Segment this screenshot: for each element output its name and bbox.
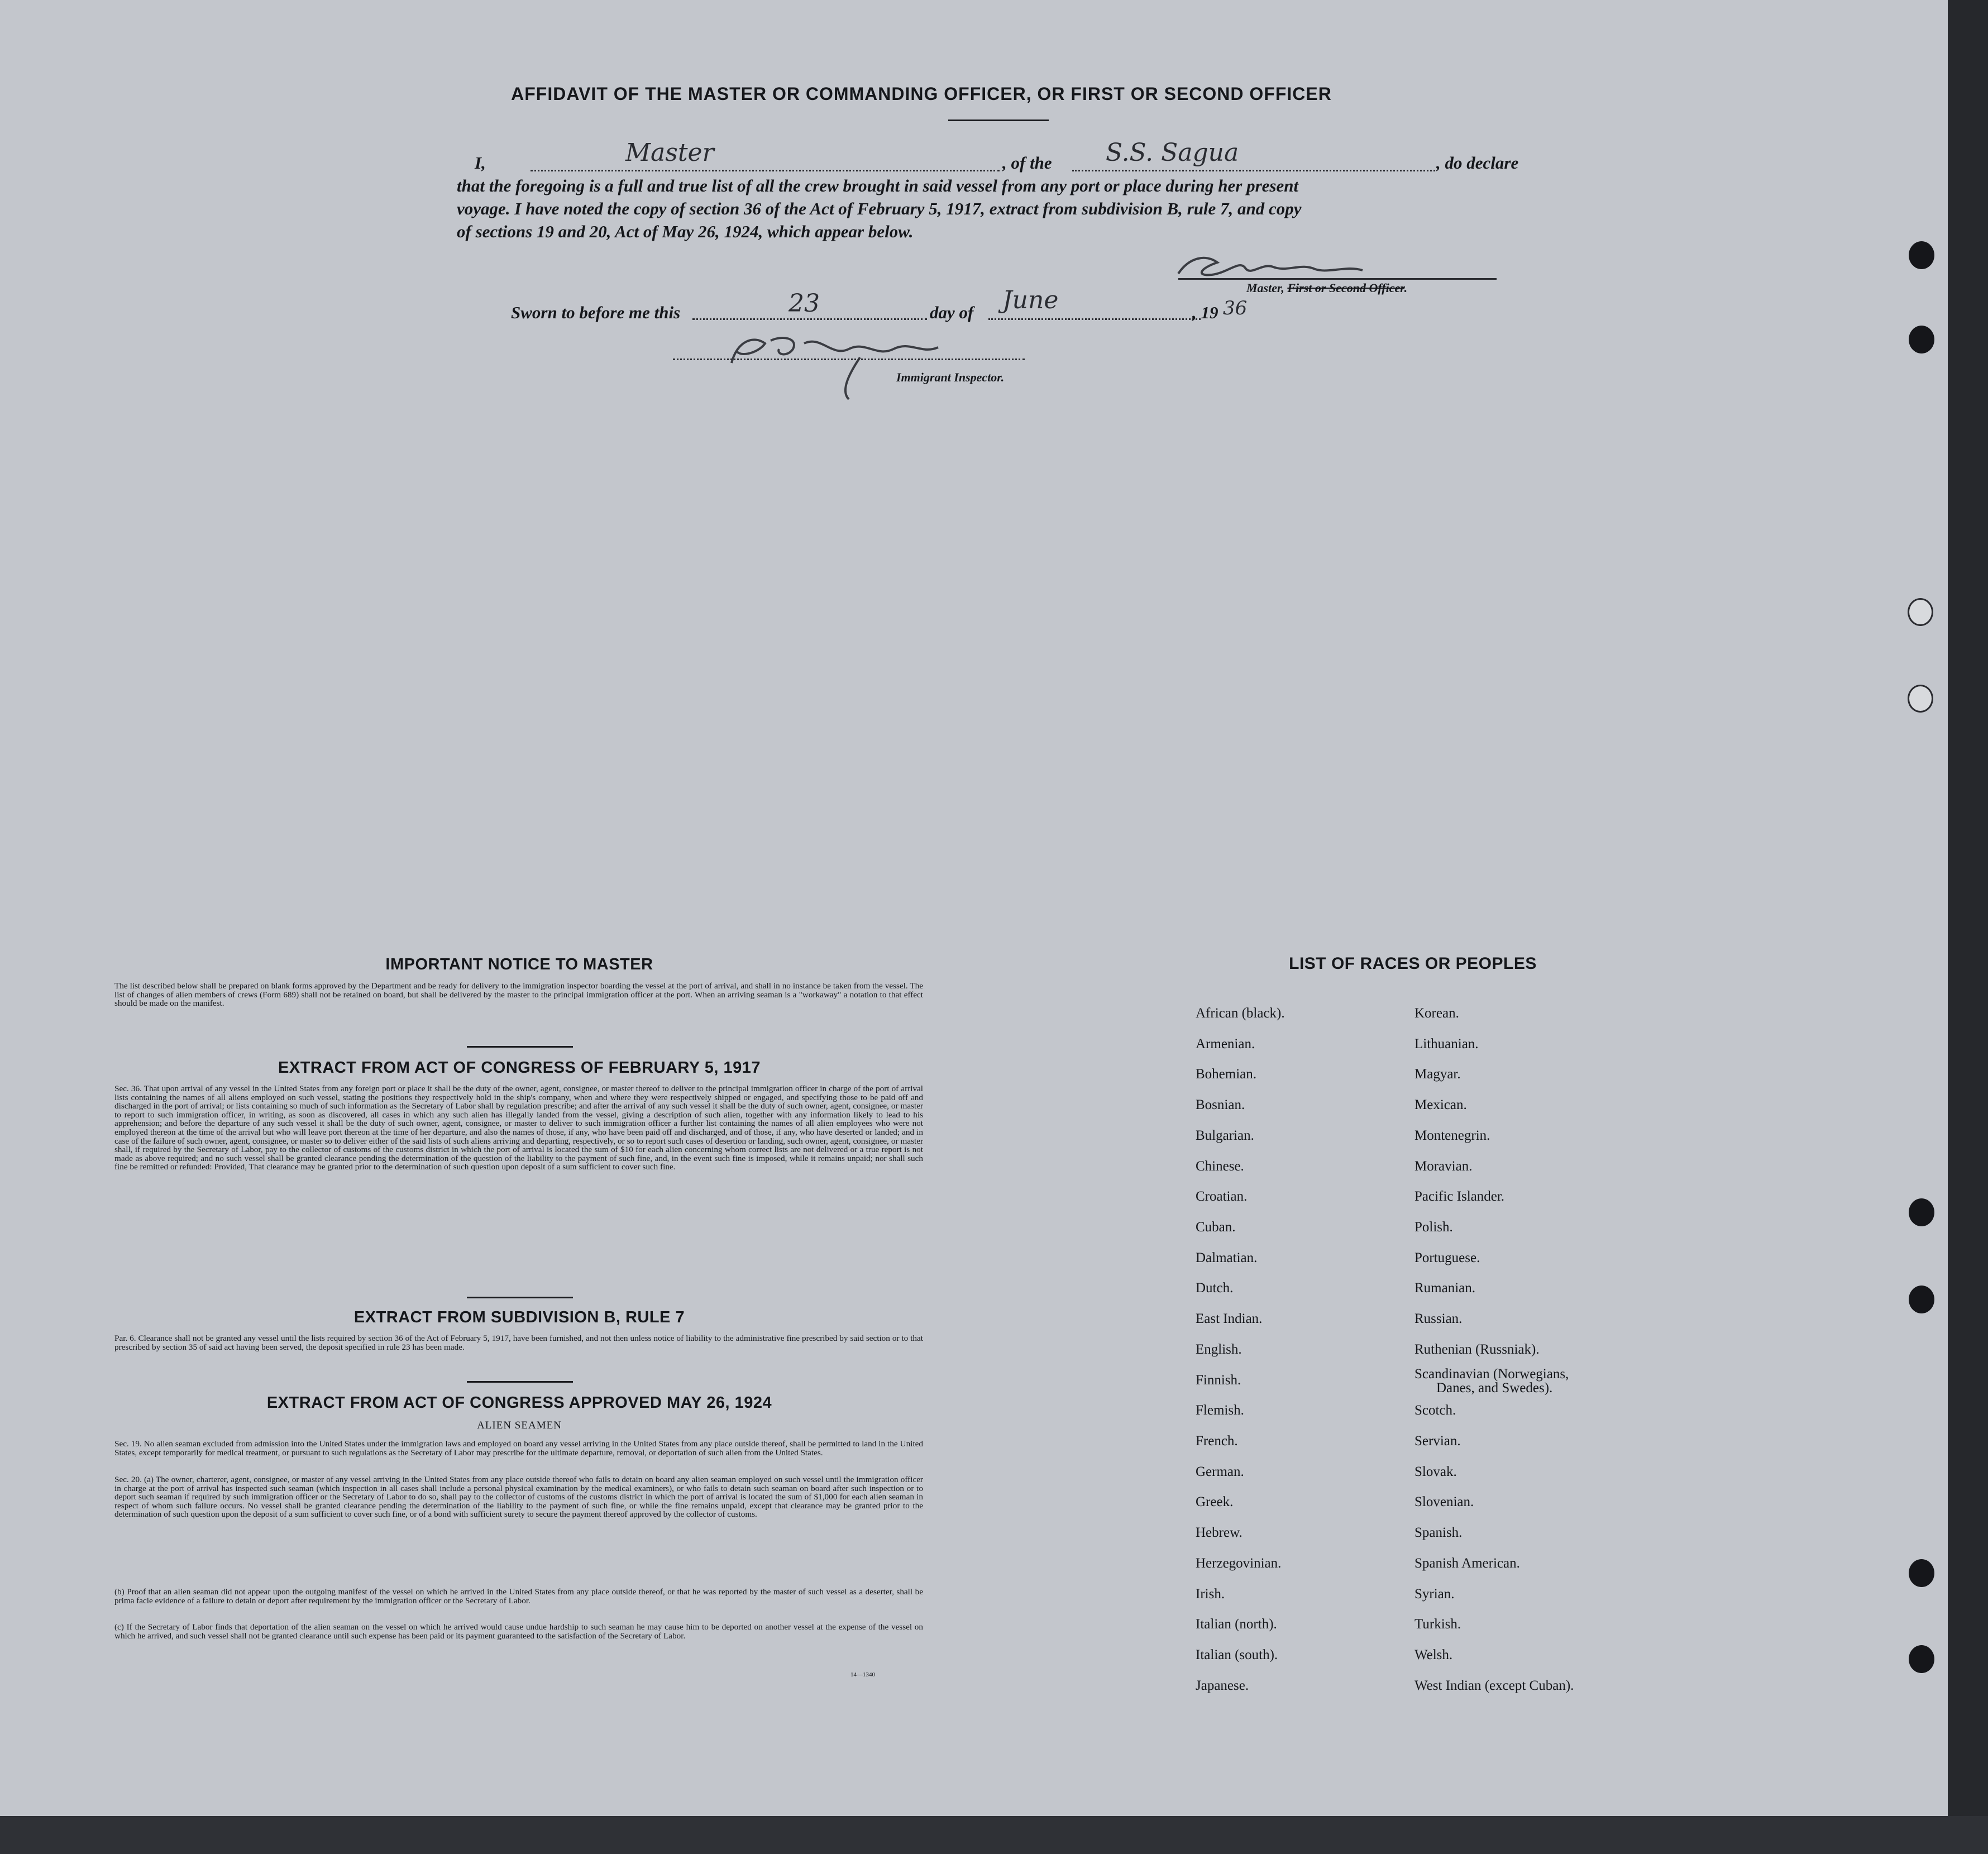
race-item: Armenian. xyxy=(1196,1036,1255,1052)
race-item: Polish. xyxy=(1414,1220,1453,1235)
race-item: English. xyxy=(1196,1342,1242,1357)
race-item: Bulgarian. xyxy=(1196,1128,1254,1143)
decl-i: I, xyxy=(475,153,486,173)
scan-edge-bottom xyxy=(0,1816,1988,1854)
day-of-text: day of xyxy=(930,303,974,322)
affidavit-title: AFFIDAVIT OF THE MASTER OR COMMANDING OFFICER, OR FIRST OR SECOND OFFICER xyxy=(511,84,1332,104)
race-item: Bohemian. xyxy=(1196,1067,1257,1082)
year-handwritten: 36 xyxy=(1223,297,1248,319)
race-item: Ruthenian (Russniak). xyxy=(1414,1342,1540,1357)
race-item: Pacific Islander. xyxy=(1414,1189,1505,1204)
race-item: Mexican. xyxy=(1414,1097,1467,1112)
vessel-handwritten: S.S. Sagua xyxy=(1106,138,1239,167)
race-item: Cuban. xyxy=(1196,1220,1236,1235)
master-caption-prefix: Master, xyxy=(1246,281,1284,295)
race-item: Spanish. xyxy=(1414,1525,1463,1540)
sec-20a-body: Sec. 20. (a) The owner, charterer, agent, consignee, or master of any vessel arriving in the United States from any place outside thereof who fails to detain on board any alien seaman employed on such vessel until the immigration officer in charge at the port of arrival has inspected such seaman (which inspection in all cases shall include a personal physical examination by the medical examiners), or who fails to detain such seaman on board after such inspection or to deport such seaman if required by such immigration officer or the Secretary of Labor to do so, shall pay to the collector of customs of the customs district in which the port of arrival is located the sum of $1,000 for each alien seaman in respect of whom such failure occurs. No vessel shall be granted clearance pending the determination of the liability to the payment of such fine, or while the fine remains unpaid, except that clearance may be granted prior to the determination of such question upon the deposit of a sum sufficient to cover such fine, or of a bond with sufficient surety to secure the payment thereof approved by the collector of customs. xyxy=(114,1475,923,1519)
extract-rule7-body: Par. 6. Clearance shall not be granted any vessel until the lists required by section 36 of the Act of February 5, 1917, have been furnished, and not then unless notice of liability to the administrative fine prescribed by said section or to that prescribed by section 35 of said act having been served, the deposit specified in rule 23 has been made. xyxy=(114,1334,923,1352)
race-item: Syrian. xyxy=(1414,1587,1455,1602)
race-item: Croatian. xyxy=(1196,1189,1248,1204)
race-item: German. xyxy=(1196,1464,1244,1479)
alien-seamen-subtitle: ALIEN SEAMEN xyxy=(477,1420,562,1431)
punch-hole xyxy=(1908,598,1933,626)
punch-hole xyxy=(1908,685,1933,713)
race-item: West Indian (except Cuban). xyxy=(1414,1678,1574,1693)
decl-line-4: of sections 19 and 20, Act of May 26, 1924, which appear below. xyxy=(457,222,914,241)
punch-hole xyxy=(1909,241,1934,269)
race-item: Welsh. xyxy=(1414,1647,1453,1662)
day-blank xyxy=(692,318,927,320)
race-item: Irish. xyxy=(1196,1587,1225,1602)
extract-1924-title: EXTRACT FROM ACT OF CONGRESS APPROVED MAY 26, 1924 xyxy=(266,1394,772,1412)
vessel-blank xyxy=(1072,170,1435,171)
race-item: Italian (south). xyxy=(1196,1647,1278,1662)
master-caption-end: . xyxy=(1404,281,1408,295)
officer-blank xyxy=(531,170,1000,171)
officer-handwritten: Master xyxy=(625,138,714,167)
inspector-caption: Immigrant Inspector. xyxy=(896,370,1005,384)
race-item: Magyar. xyxy=(1414,1067,1461,1082)
race-item: African (black). xyxy=(1196,1006,1285,1021)
race-item: Bosnian. xyxy=(1196,1097,1245,1112)
extract-rule7-title: EXTRACT FROM SUBDIVISION B, RULE 7 xyxy=(353,1308,685,1326)
inspector-signature-line xyxy=(673,359,1025,360)
section-rule xyxy=(467,1046,573,1048)
scan-edge-right xyxy=(1948,0,1988,1854)
extract-1917-title: EXTRACT FROM ACT OF CONGRESS OF FEBRUARY 5, 1917 xyxy=(278,1059,761,1077)
race-item: East Indian. xyxy=(1196,1311,1263,1326)
race-item: Servian. xyxy=(1414,1433,1461,1449)
notice-body: The list described below shall be prepared on blank forms approved by the Department and be ready for delivery to the immigration inspector boarding the vessel at the port of arrival, and shall in no instance be taken from the vessel. The list of changes of alien members of crews (Form 689) shall not be retained on board, but shall be delivered by the master to the principal immigration officer at the port. When an arriving seaman is a "workaway" a notation to that effect should be made on the manifest. xyxy=(114,981,923,1009)
race-item: French. xyxy=(1196,1433,1238,1449)
punch-hole xyxy=(1909,1286,1934,1313)
day-handwritten: 23 xyxy=(788,289,820,318)
extract-1917-body: Sec. 36. That upon arrival of any vessel in the United States from any foreign port or place it shall be the duty of the owner, agent, consignee, or master thereof to deliver to the principal immigration officer in charge of the port of arrival lists containing the names of all aliens employed on such vessel, stating the positions they respectively hold in the ship's company, when and where they were respectively shipped or engaged, and specifying those to be paid off and discharged in the port of arrival; or lists containing so much of such information as the Secretary of Labor shall by regulation prescribe; and after the arrival of any such vessel it shall be the duty of such owner, agent, consignee, or master to report to such immigration officer, in writing, as soon as discovered, all cases in which any such alien has illegally landed from the vessel, giving a description of such alien, together with any information likely to lead to his apprehension; and before the departure of any such vessel it shall be the duty of such owner, agent, consignee, or master to deliver to such immigration officer a further list containing the names of all alien employees who were not employed thereon at the time of the arrival but who will leave port thereon at the time of her departure, and also the names of those, if any, who have been paid off and discharged, and of those, if any, who have deserted or landed; and in case of the failure of such owner, agent, consignee, or master so to deliver either of the said lists of such aliens arriving and departing, respectively, or so to report such cases of desertion or landing, such owner, agent, consignee, or master shall, if required by the Secretary of Labor, pay to the collector of customs of the customs district in which the port of arrival is located the sum of $10 for each alien concerning whom correct lists are not delivered or a true report is not made as above required; and no such vessel shall be granted clearance pending the determination of the question of the liability to the payment of such fine, and, in the event such fine is imposed, while it remains unpaid; nor shall such fine be remitted or refunded: Provided, That clearance may be granted prior to the determination of such question upon deposit of a sum sufficient to cover such fine. xyxy=(114,1084,923,1172)
race-item: Greek. xyxy=(1196,1494,1234,1509)
race-item: Danes, and Swedes). xyxy=(1436,1380,1553,1396)
title-rule xyxy=(948,120,1049,121)
master-signature-line xyxy=(1178,278,1497,280)
month-blank xyxy=(988,318,1201,320)
race-item: Herzegovinian. xyxy=(1196,1556,1282,1571)
punch-hole xyxy=(1909,1645,1934,1673)
race-item: Finnish. xyxy=(1196,1373,1241,1388)
race-item: Slovenian. xyxy=(1414,1494,1474,1509)
form-number: 14—1340 xyxy=(850,1671,875,1678)
sworn-text: Sworn to before me this xyxy=(511,303,681,322)
punch-hole xyxy=(1909,326,1934,353)
year-prefix: , 19 xyxy=(1192,303,1218,322)
race-item: Dutch. xyxy=(1196,1280,1234,1296)
master-caption xyxy=(1246,281,1407,295)
race-item: Russian. xyxy=(1414,1311,1463,1326)
race-item: Spanish American. xyxy=(1414,1556,1520,1571)
punch-hole xyxy=(1909,1559,1934,1587)
race-item: Flemish. xyxy=(1196,1403,1244,1418)
decl-line-3: voyage. I have noted the copy of section 36 of the Act of February 5, 1917, extract from subdivision B, rule 7, and copy xyxy=(457,199,1302,218)
race-item: Rumanian. xyxy=(1414,1280,1476,1296)
race-item: Chinese. xyxy=(1196,1159,1244,1174)
decl-line-2: that the foregoing is a full and true list of all the crew brought in said vessel from any port or place during her present xyxy=(457,176,1299,195)
decl-of-the: , of the xyxy=(1002,153,1052,173)
sec-20c-body: (c) If the Secretary of Labor finds that deportation of the alien seaman on the vessel on which he arrived would cause undue hardship to such seaman he may cause him to be deported on another vessel at the expense of the vessel on which he arrived, and such vessel shall not be granted clearance until such expense has been paid or its payment guaranteed to the satisfaction of the Secretary of Labor. xyxy=(114,1622,923,1641)
race-item: Dalmatian. xyxy=(1196,1250,1258,1265)
decl-do-declare: , do declare xyxy=(1436,153,1519,173)
race-item: Montenegrin. xyxy=(1414,1128,1490,1143)
race-item: Slovak. xyxy=(1414,1464,1457,1479)
race-item: Scotch. xyxy=(1414,1403,1456,1418)
race-item: Turkish. xyxy=(1414,1617,1461,1632)
race-item: Scandinavian (Norwegians, xyxy=(1414,1366,1569,1382)
sec-19-body: Sec. 19. No alien seaman excluded from admission into the United States under the immigration laws and employed on board any vessel arriving in the United States from any place outside thereof, shall be permitted to land in the United States, except temporarily for medical treatment, or pursuant to such regulations as the Secretary of Labor may prescribe for the ultimate departure, removal, or deportation of such alien from the United States. xyxy=(114,1439,923,1458)
race-item: Korean. xyxy=(1414,1006,1459,1021)
punch-hole xyxy=(1909,1198,1934,1226)
race-item: Lithuanian. xyxy=(1414,1036,1479,1052)
section-rule xyxy=(467,1297,573,1298)
race-item: Japanese. xyxy=(1196,1678,1249,1693)
race-item: Portuguese. xyxy=(1414,1250,1480,1265)
master-caption-struck: First or Second Officer xyxy=(1287,281,1404,295)
section-rule xyxy=(467,1381,573,1383)
race-item: Hebrew. xyxy=(1196,1525,1242,1540)
month-handwritten: June xyxy=(1002,286,1059,314)
sec-20b-body: (b) Proof that an alien seaman did not appear upon the outgoing manifest of the vessel on which he arrived in the United States from any place outside thereof, or that he was reported by the master of such vessel as a deserter, shall be prima facie evidence of a failure to detain or deport after requirement by the immigration officer or the Secretary of Labor. xyxy=(114,1587,923,1605)
notice-title: IMPORTANT NOTICE TO MASTER xyxy=(385,955,653,973)
races-title: LIST OF RACES OR PEOPLES xyxy=(1289,954,1537,973)
race-item: Moravian. xyxy=(1414,1159,1473,1174)
race-item: Italian (north). xyxy=(1196,1617,1277,1632)
inspector-signature xyxy=(720,324,983,408)
